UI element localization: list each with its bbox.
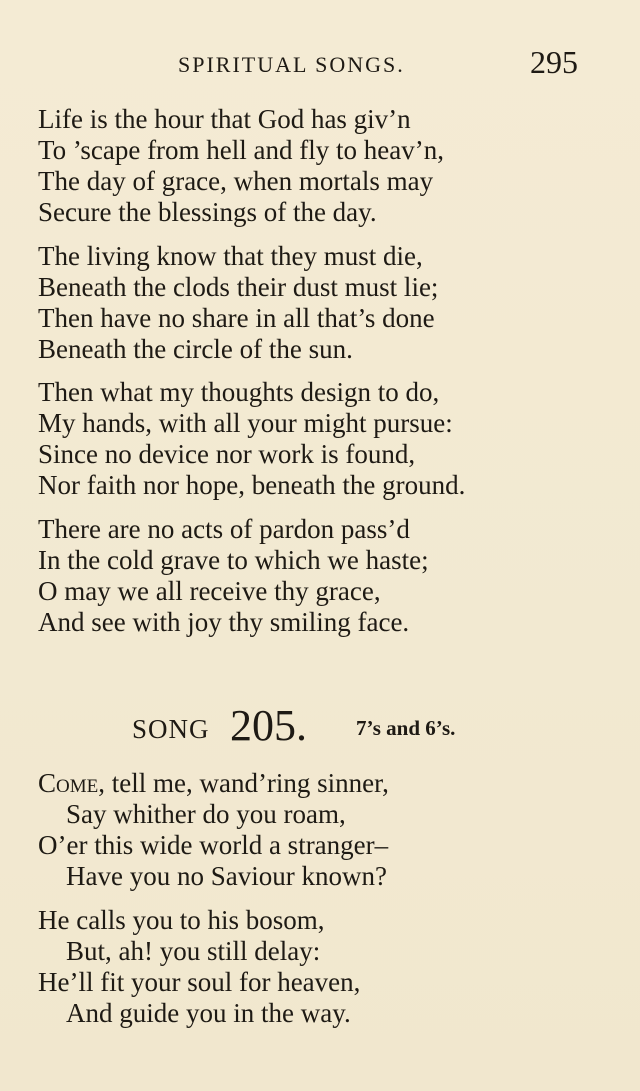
stanza-1 — [38, 104, 598, 228]
verse-line: The living know that they must die, — [38, 241, 423, 271]
verse-line: O may we all receive thy grace, — [38, 576, 381, 606]
song-stanza-1 — [38, 768, 598, 892]
song-stanza-2 — [38, 905, 598, 1029]
verse-line: There are no acts of pardon pass’d — [38, 514, 410, 544]
verse-line: Since no device nor work is found, — [38, 439, 416, 469]
verse-line: The day of grace, when mortals may — [38, 166, 434, 196]
verse-line: Then have no share in all that’s done — [38, 303, 435, 333]
verse-line: Nor faith nor hope, beneath the ground. — [38, 470, 466, 500]
stanza-2 — [38, 241, 598, 365]
stanza-3 — [38, 377, 598, 501]
verse-line: Life is the hour that God has giv’n — [38, 104, 411, 134]
song-heading — [0, 700, 640, 750]
running-head — [0, 44, 640, 84]
verse-line: My hands, with all your might pursue: — [38, 408, 453, 438]
verse-line: O’er this wide world a stranger– — [38, 830, 389, 860]
first-word: Come — [38, 768, 99, 798]
verse-line: To ’scape from hell and fly to heav’n, — [38, 135, 444, 165]
verse-line: And guide you in the way. — [66, 998, 351, 1028]
verse-line: Then what my thoughts design to do, — [38, 377, 440, 407]
verse-line: Say whither do you roam, — [66, 799, 346, 829]
page-number: 295 — [530, 44, 578, 80]
verse-line: And see with joy thy smiling face. — [38, 607, 410, 637]
verse-line: He’ll fit your soul for heaven, — [38, 967, 361, 997]
stanza-4 — [38, 514, 598, 638]
verse-line: In the cold grave to which we haste; — [38, 545, 429, 575]
song-number: 205. — [230, 701, 307, 750]
verse-line: Secure the blessings of the day. — [38, 197, 377, 227]
song-meter: 7’s and 6’s. — [356, 716, 456, 740]
verse-line: But, ah! you still delay: — [66, 936, 321, 966]
running-title: SPIRITUAL SONGS. — [178, 52, 405, 77]
verse-line: Beneath the clods their dust must lie; — [38, 272, 439, 302]
verse-line — [38, 768, 598, 799]
verse-line: Beneath the circle of the sun. — [38, 334, 353, 364]
song-label: SONG — [132, 714, 210, 744]
first-line-rest: , tell me, wand’ring sinner, — [98, 768, 389, 798]
verse-line: Have you no Saviour known? — [66, 861, 387, 891]
verse-line: He calls you to his bosom, — [38, 905, 325, 935]
